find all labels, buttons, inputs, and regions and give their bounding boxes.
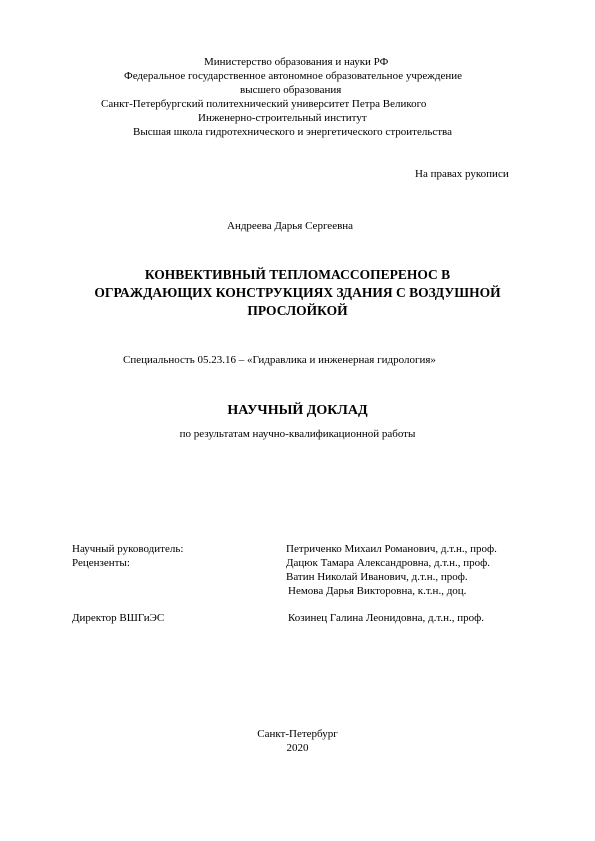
reviewer-name-2: Ватин Николай Иванович, д.т.н., проф. [286,571,468,583]
university-line: Санкт-Петербургский политехнический университет Петра Великого [101,98,427,110]
institution-line-1: Федеральное государственное автономное образовательное учреждение [124,70,462,82]
director-name: Козинец Галина Леонидовна, д.т.н., проф. [288,612,484,624]
document-title-line-1: КОНВЕКТИВНЫЙ ТЕПЛОМАССОПЕРЕНОС В [144,267,451,282]
document-title-line-3: ПРОСЛОЙКОЙ [247,303,348,318]
institution-line-2: высшего образования [240,84,342,96]
institute-line: Инженерно-строительный институт [198,112,367,124]
reviewer-name-1: Дацюк Тамара Александровна, д.т.н., проф. [286,557,491,569]
director-label: Директор ВШГиЭС [72,612,165,624]
manuscript-note: На правах рукописи [415,168,509,180]
ministry-line: Министерство образования и науки РФ [204,56,389,68]
report-subtitle: по результатам научно-квалификационной работы [179,428,416,440]
report-type: НАУЧНЫЙ ДОКЛАД [227,403,368,418]
document-title-line-2: ОГРАЖДАЮЩИХ КОНСТРУКЦИЯХ ЗДАНИЯ С ВОЗДУШНОЙ [94,285,501,300]
footer-city: Санкт-Петербург [257,728,338,740]
reviewer-name-3: Немова Дарья Викторовна, к.т.н., доц. [288,585,467,597]
supervisor-name: Петриченко Михаил Романович, д.т.н., проф. [286,543,497,555]
specialty-line: Специальность 05.23.16 – «Гидравлика и инженерная гидрология» [123,354,436,366]
school-line: Высшая школа гидротехнического и энергетического строительства [133,126,452,138]
author-name: Андреева Дарья Сергеевна [227,220,354,232]
footer-year: 2020 [286,742,309,754]
supervisor-label: Научный руководитель: [72,543,184,555]
reviewers-label: Рецензенты: [72,557,130,569]
